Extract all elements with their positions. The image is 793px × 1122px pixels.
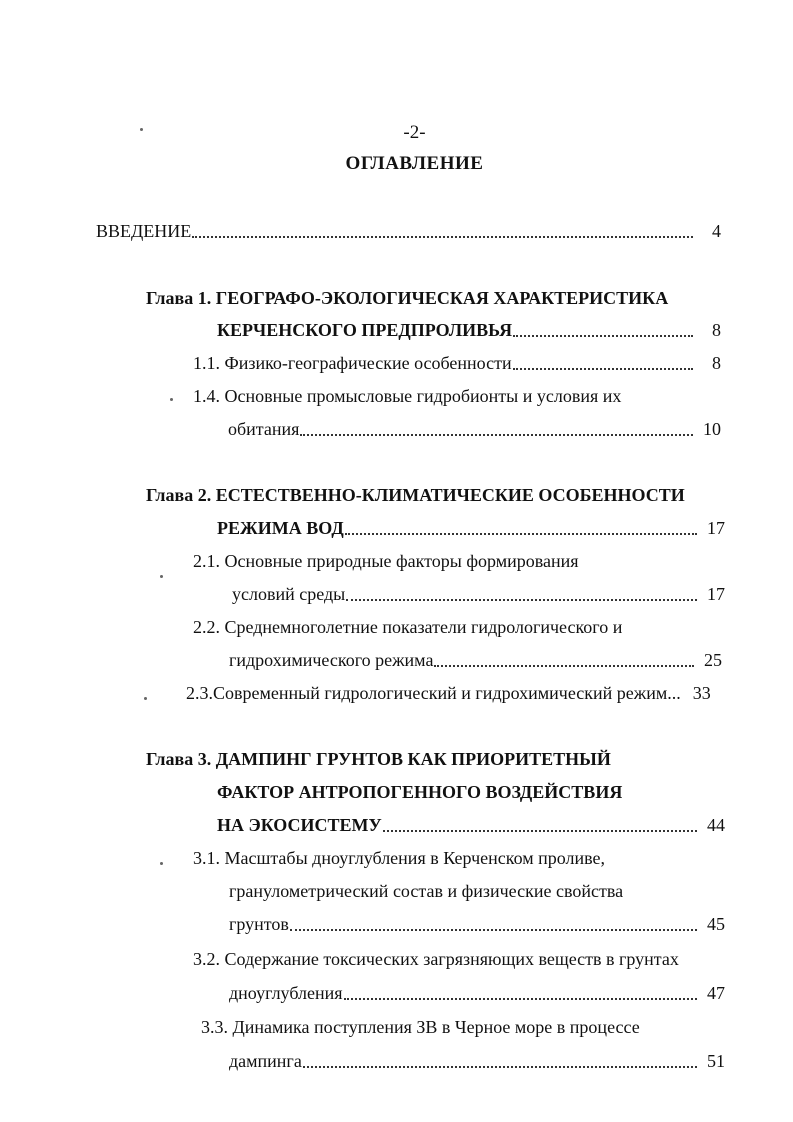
scan-speck [140,128,143,131]
toc-entry-introduction [96,218,721,244]
toc-chapter-1-title [217,317,721,343]
toc-entry-page: 51 [707,1051,725,1071]
toc-section-2-2-cont [229,647,722,673]
toc-section-2-3 [186,680,723,706]
toc-section-3-2: 3.2. Содержание токсических загрязняющих веществ в грунтах [193,949,679,969]
toc-section-2-1: 2.1. Основные природные факторы формирования [193,551,579,571]
toc-section-1-1 [193,350,721,376]
dot-leader [303,1066,697,1068]
toc-entry-page: 4 [712,221,721,241]
toc-chapter-3-title [217,812,725,838]
toc-entry-page: 25 [704,650,722,670]
toc-entry-text: гидрохимического режима [229,650,434,670]
dot-leader [290,929,697,931]
scan-speck [160,575,163,578]
toc-entry-text: грунтов [229,914,289,934]
toc-section-3-2-cont [229,980,725,1006]
toc-entry-page: 8 [712,320,721,340]
scan-speck [144,697,147,700]
toc-entry-page: 17 [707,518,725,538]
toc-entry-page: 33 [692,683,711,703]
toc-entry-text: условий среды [232,584,346,604]
toc-entry-text: КЕРЧЕНСКОГО ПРЕДПРОЛИВЬЯ [217,320,513,340]
toc-chapter-2-heading: Глава 2. ЕСТЕСТВЕННО-КЛИМАТИЧЕСКИЕ ОСОБЕННОСТИ [146,485,685,505]
dot-leader [300,434,693,436]
toc-section-3-1: 3.1. Масштабы дноуглубления в Керченском проливе, [193,848,606,868]
toc-entry-page: 10 [703,419,721,439]
toc-entry-page: 17 [707,584,725,604]
toc-entry-page: 45 [707,914,725,934]
toc-entry-text: РЕЖИМА ВОД [217,518,344,538]
toc-entry-page: 8 [712,353,721,373]
toc-chapter-2-title [217,515,725,541]
toc-chapter-3-line-2: ФАКТОР АНТРОПОГЕННОГО ВОЗДЕЙСТВИЯ [217,782,623,802]
toc-entry-text: дампинга [229,1051,302,1071]
toc-section-2-1-cont [232,581,725,607]
toc-section-3-1-line-2: гранулометрический состав и физические свойства [229,881,624,901]
toc-section-2-2: 2.2. Среднемноголетние показатели гидрологического и [193,617,623,637]
dot-leader [513,368,693,370]
dot-leader [345,533,697,535]
toc-entry-text: НА ЭКОСИСТЕМУ [217,815,382,835]
toc-section-1-4: 1.4. Основные промысловые гидробионты и условия их [193,386,622,406]
toc-entry-text: ВВЕДЕНИЕ [96,221,192,241]
page-number: -2- [403,122,426,143]
toc-entry-text: дноуглубления [229,983,343,1003]
dot-leader [344,998,697,1000]
scan-speck [160,862,163,865]
toc-section-3-3-cont [229,1048,725,1074]
toc-section-1-4-cont [228,416,721,442]
dot-leader [383,830,697,832]
toc-section-3-1-cont [229,911,725,937]
toc-entry-text: обитания [228,419,300,439]
toc-chapter-1-heading: Глава 1. ГЕОГРАФО-ЭКОЛОГИЧЕСКАЯ ХАРАКТЕРИСТИКА [146,288,669,308]
toc-entry-page: 44 [707,815,725,835]
toc-entry-text: 2.3.Современный гидрологический и гидрохимический режим... [186,683,681,703]
toc-entry-text: 1.1. Физико-географические особенности [193,353,512,373]
toc-chapter-3-heading: Глава 3. ДАМПИНГ ГРУНТОВ КАК ПРИОРИТЕТНЫЙ [146,749,611,769]
toc-title: ОГЛАВЛЕНИЕ [345,153,484,174]
toc-section-3-3: 3.3. Динамика поступления ЗВ в Черное море в процессе [201,1017,640,1037]
toc-entry-page: 47 [707,983,725,1003]
dot-leader [346,599,697,601]
scan-speck [170,398,173,401]
dot-leader [434,665,694,667]
dot-leader [513,335,693,337]
dot-leader [192,236,693,238]
